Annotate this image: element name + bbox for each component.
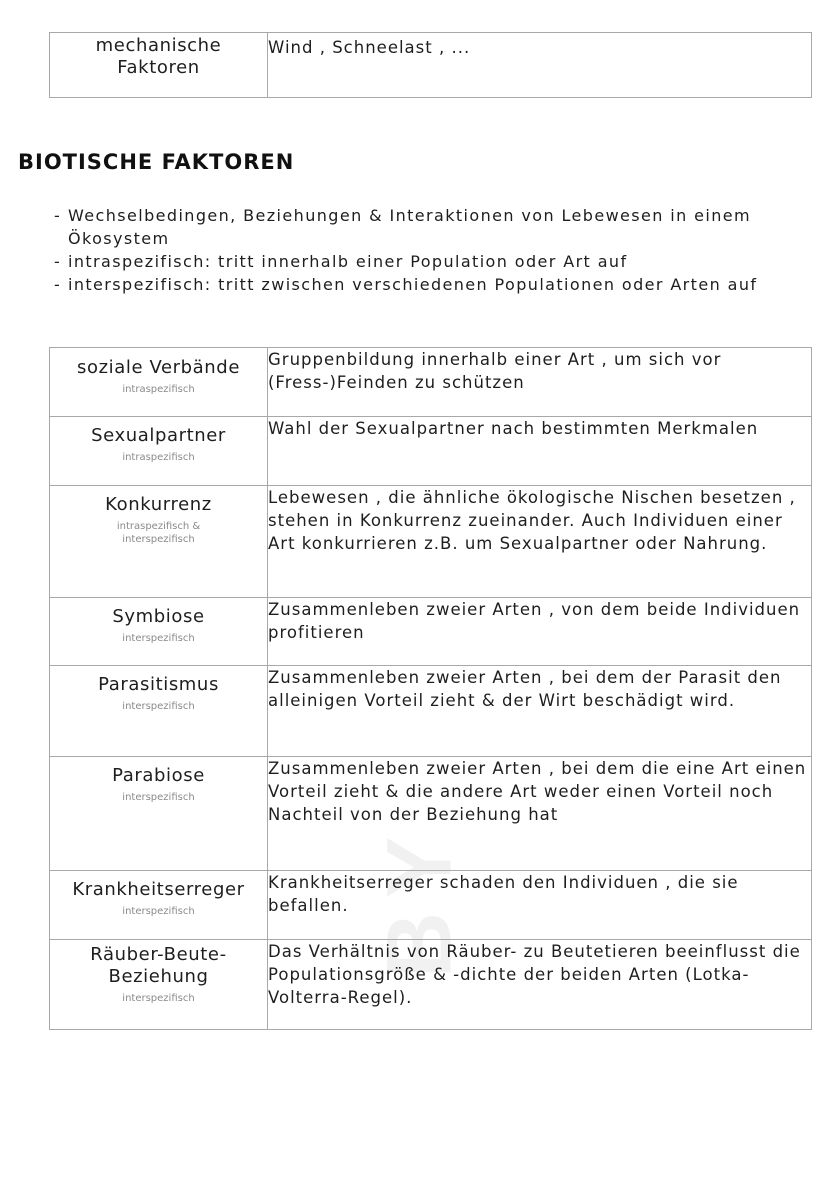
description-cell xyxy=(268,486,812,598)
table-row xyxy=(50,666,812,757)
biotic-factors-table xyxy=(49,347,812,1030)
factor-type: interspezifisch xyxy=(122,701,195,712)
factor-name: Räuber-Beute-Beziehung xyxy=(90,944,227,987)
description-cell xyxy=(268,940,812,1030)
table-row xyxy=(50,348,812,417)
factor-cell xyxy=(50,666,268,757)
description-cell xyxy=(268,598,812,666)
description-cell xyxy=(268,871,812,940)
factor-description: Krankheitserreger schaden den Individuen , die sie befallen. xyxy=(268,873,739,915)
table-row xyxy=(50,871,812,940)
watermark-text: BY xyxy=(368,822,471,978)
factor-name: Parasitismus xyxy=(98,674,219,695)
factor-description: Zusammenleben zweier Arten , bei dem der Parasit den alleinigen Vorteil zieht & der Wirt beschädigt wird. xyxy=(268,668,782,710)
factor-cell xyxy=(50,417,268,486)
factor-description: Das Verhältnis von Räuber- zu Beutetieren beeinflusst die Populationsgröße & -dichte der beiden Arten (Lotka-Volterra-Regel). xyxy=(268,942,801,1007)
factor-type: interspezifisch xyxy=(122,633,195,644)
section-heading: BIOTISCHE FAKTOREN xyxy=(18,150,295,174)
description-cell xyxy=(268,33,812,98)
description-cell xyxy=(268,348,812,417)
factor-name: Symbiose xyxy=(112,606,205,627)
table-row xyxy=(50,598,812,666)
table-row xyxy=(50,33,812,98)
description-cell xyxy=(268,666,812,757)
factor-description: Wahl der Sexualpartner nach bestimmten Merkmalen xyxy=(268,419,759,438)
factor-type: interspezifisch xyxy=(122,792,195,803)
factor-cell xyxy=(50,348,268,417)
definition-list xyxy=(52,204,812,296)
table-row xyxy=(50,486,812,598)
list-item: - intraspezifisch: tritt innerhalb einer Population oder Art auf xyxy=(52,250,812,273)
factor-cell xyxy=(50,598,268,666)
factor-type: interspezifisch xyxy=(122,906,195,917)
factor-description: Lebewesen , die ähnliche ökologische Nischen besetzen , stehen in Konkurrenz zueinander. Auch Individuen einer Art konkurrieren z.B. um Sexualpartner oder Nahrung. xyxy=(268,488,796,553)
list-item: - interspezifisch: tritt zwischen verschiedenen Populationen oder Arten auf xyxy=(52,273,812,296)
factor-type: intraspezifisch xyxy=(122,452,195,463)
factor-description: Zusammenleben zweier Arten , von dem beide Individuen profitieren xyxy=(268,600,801,642)
factor-name: Parabiose xyxy=(112,765,205,786)
abiotic-factors-table xyxy=(49,32,812,98)
table-row xyxy=(50,417,812,486)
factor-name: mechanische Faktoren xyxy=(95,35,222,78)
factor-description: Wind , Schneelast , ... xyxy=(268,38,471,57)
table-row xyxy=(50,757,812,871)
factor-description: Zusammenleben zweier Arten , bei dem die eine Art einen Vorteil zieht & die andere Art weder einen Vorteil noch Nachteil von der Beziehung hat xyxy=(268,759,807,824)
factor-name: Sexualpartner xyxy=(91,425,226,446)
factor-cell xyxy=(50,940,268,1030)
factor-cell xyxy=(50,871,268,940)
factor-type: intraspezifisch xyxy=(122,384,195,395)
description-cell xyxy=(268,757,812,871)
factor-name: Krankheitserreger xyxy=(72,879,245,900)
factor-type: interspezifisch xyxy=(122,993,195,1004)
factor-description: Gruppenbildung innerhalb einer Art , um sich vor (Fress-)Feinden zu schützen xyxy=(268,350,722,392)
factor-cell xyxy=(50,757,268,871)
factor-name: soziale Verbände xyxy=(76,357,241,378)
factor-name: Konkurrenz xyxy=(105,494,212,515)
description-cell xyxy=(268,417,812,486)
factor-cell xyxy=(50,33,268,98)
factor-cell xyxy=(50,486,268,598)
factor-type: intraspezifisch & interspezifisch xyxy=(116,521,201,545)
list-item: - Wechselbedingen, Beziehungen & Interaktionen von Lebewesen in einem Ökosystem xyxy=(52,204,812,250)
table-row xyxy=(50,940,812,1030)
